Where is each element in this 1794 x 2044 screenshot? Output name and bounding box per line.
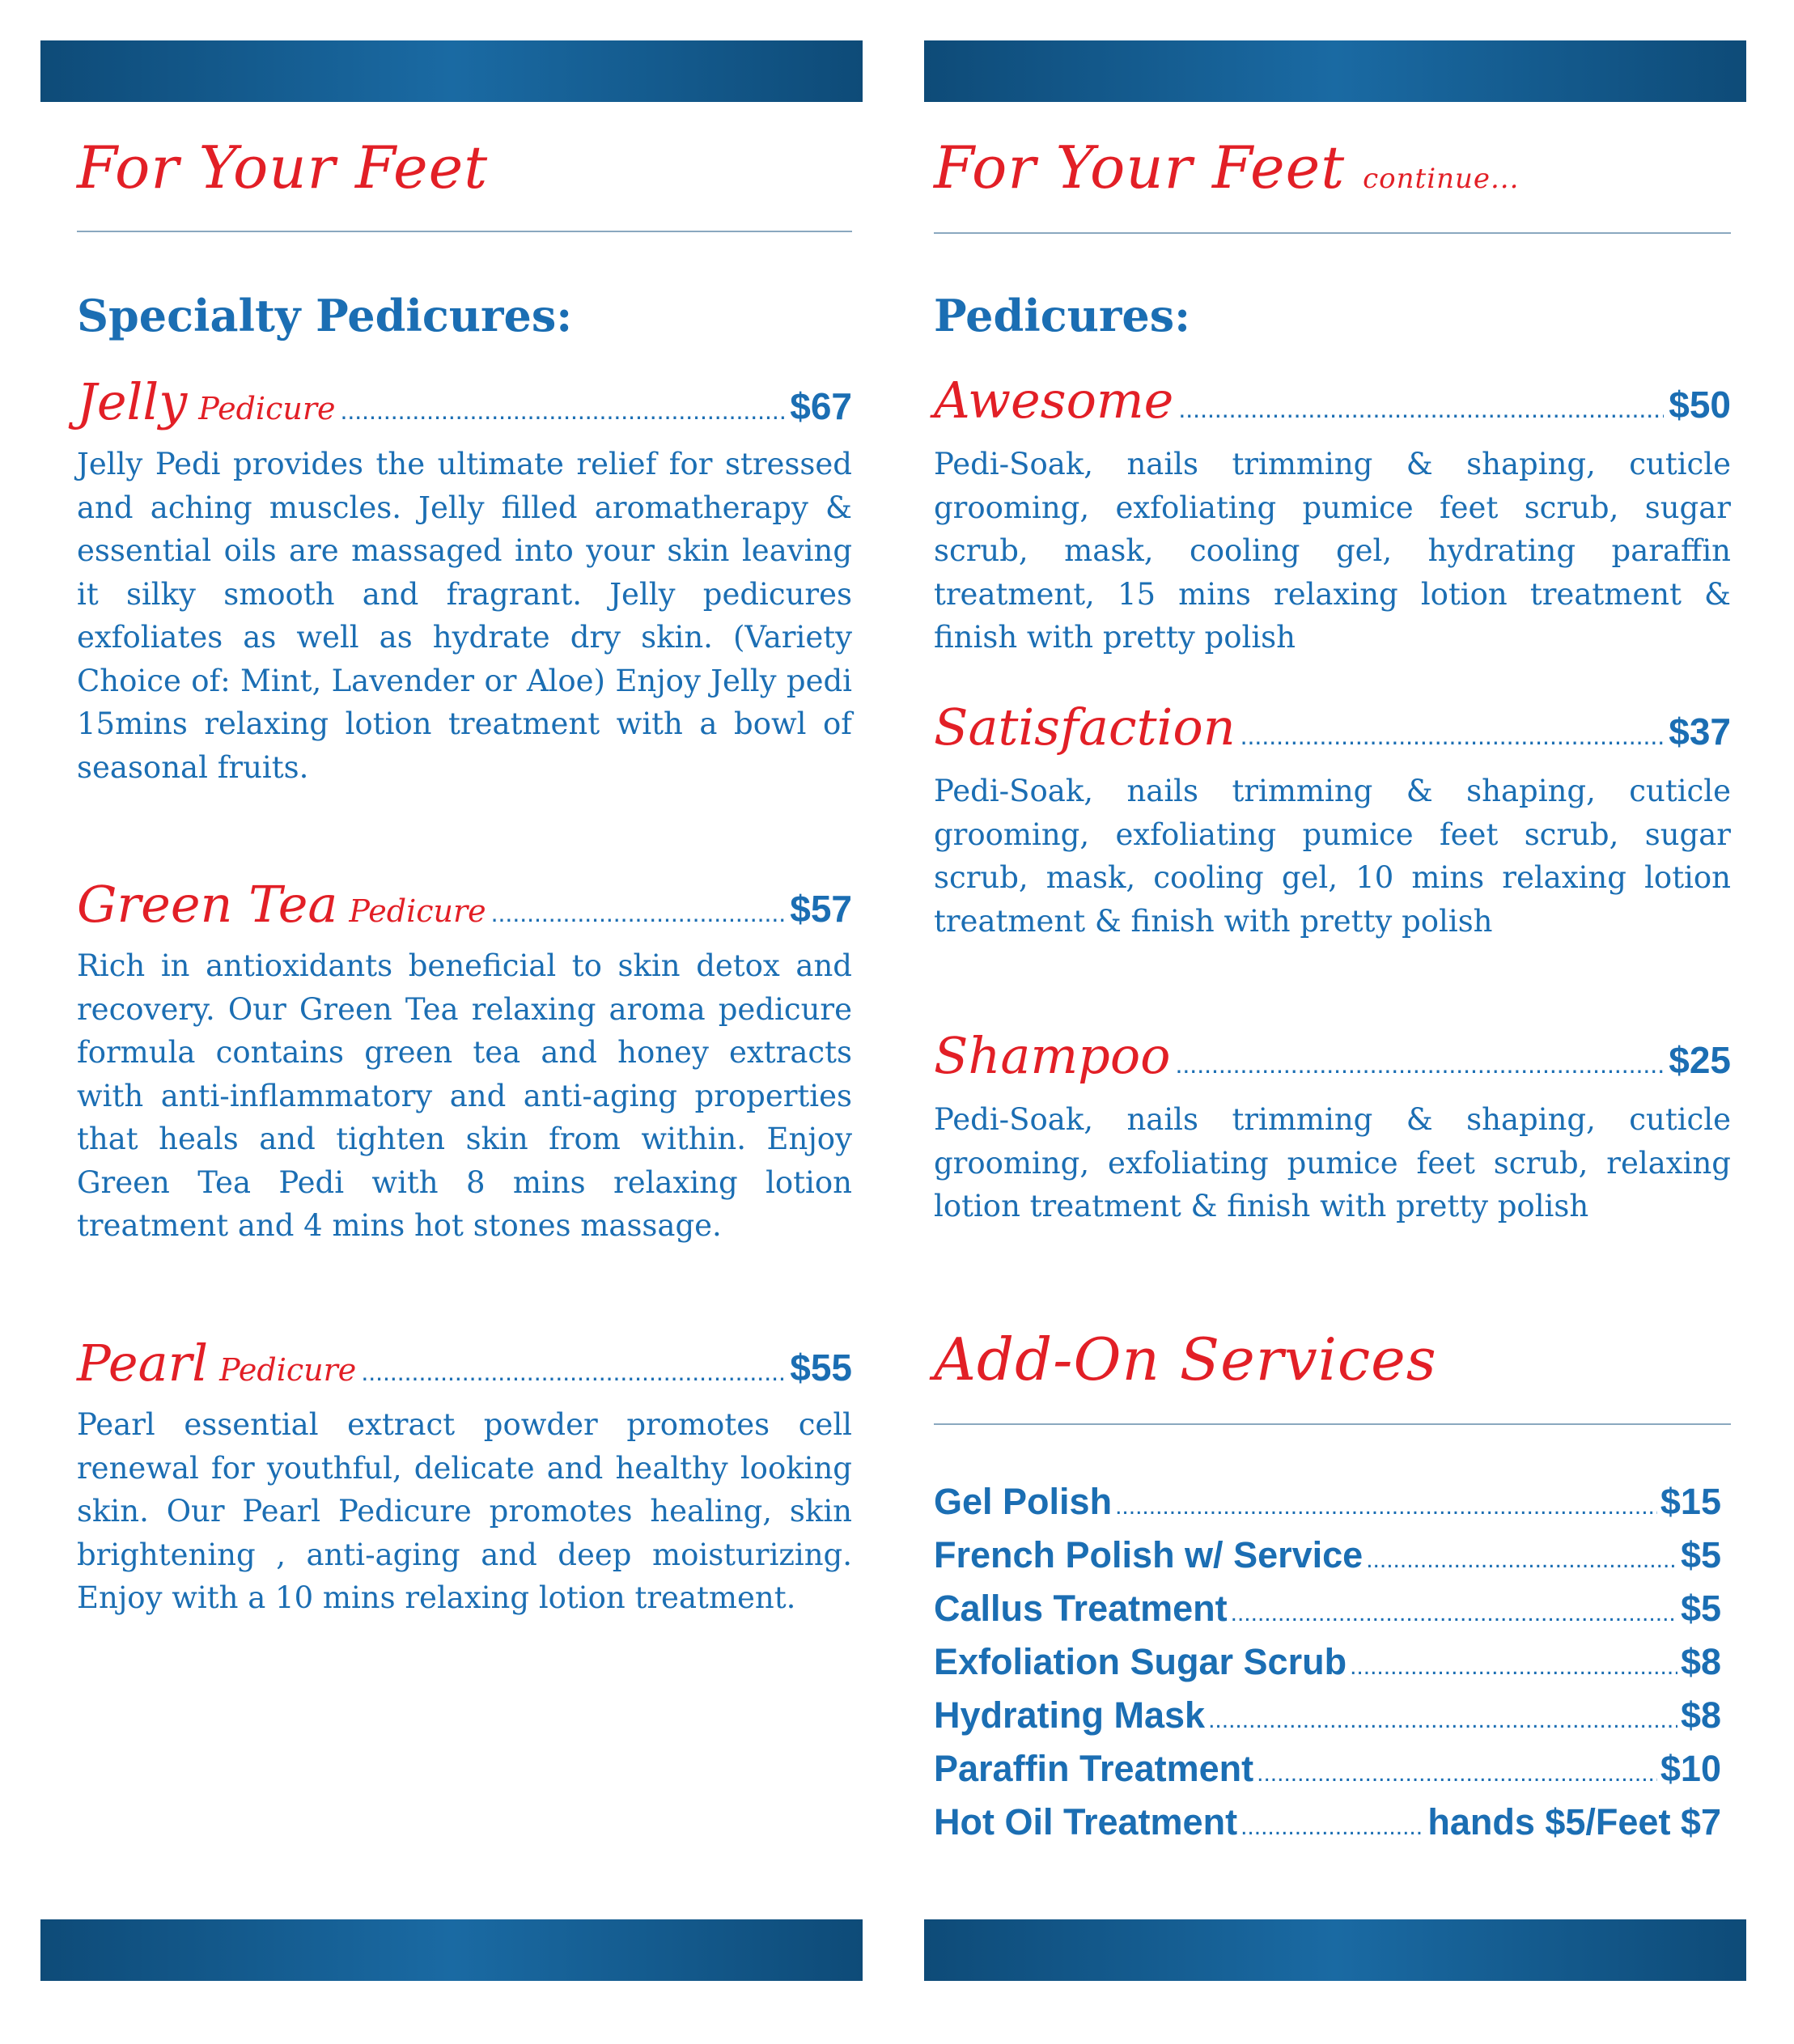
- dot-leader: [1176, 1050, 1665, 1079]
- add-on-name: French Polish w/ Service: [934, 1534, 1364, 1575]
- shampoo-pedicure-description: Pedi-Soak, nails trimming & shaping, cuticle grooming, exfoliating pumice feet scrub, relaxing lotion treatment & finish with pretty polish: [934, 1102, 1731, 1223]
- awesome-pedicure-header: [934, 371, 1731, 435]
- item-name: Jelly: [77, 372, 188, 431]
- add-on-item: [934, 1694, 1721, 1748]
- add-on-item: [934, 1534, 1721, 1588]
- add-on-name: Exfoliation Sugar Scrub: [934, 1641, 1347, 1682]
- left-heading: For Your Feet: [77, 134, 489, 201]
- add-on-name: Gel Polish: [934, 1481, 1113, 1522]
- dot-leader: [1231, 1600, 1677, 1627]
- green-tea-pedicure-description: Rich in antioxidants beneficial to skin detox and recovery. Our Green Tea relaxing aroma pedicure formula contains green tea and honey extracts with anti-inflammatory and anti-aging properties that heals and tighten skin from within. Enjoy Green Tea Pedi with 8 mins relaxing lotion treatment and 4 mins hot stones massage.: [77, 948, 852, 1243]
- right-heading-text: For Your Feet: [934, 134, 1346, 201]
- add-on-name: Callus Treatment: [934, 1588, 1228, 1629]
- dot-leader: [340, 396, 785, 426]
- add-on-price: $5: [1680, 1588, 1721, 1629]
- green-tea-pedicure-header: [77, 875, 852, 939]
- add-on-services-heading: Add-On Services: [934, 1325, 1437, 1393]
- add-on-heading-rule: [934, 1423, 1731, 1425]
- add-on-price: $8: [1680, 1641, 1721, 1682]
- add-on-price: hands $5/Feet $7: [1427, 1801, 1721, 1843]
- bottom-banner-right: [924, 1919, 1746, 1981]
- item-price: $25: [1669, 1039, 1731, 1081]
- item-subtitle: Pedicure: [198, 391, 336, 426]
- pearl-pedicure-header: [77, 1334, 852, 1398]
- dot-leader: [1241, 1813, 1424, 1841]
- awesome-pedicure-description: Pedi-Soak, nails trimming & shaping, cuticle grooming, exfoliating pumice feet scrub, sugar scrub, mask, cooling gel, hydrating paraffin treatment, 15 mins relaxing lotion treatment & finish with pretty polish: [934, 447, 1731, 655]
- dot-leader: [1178, 394, 1664, 424]
- dot-leader: [491, 898, 786, 928]
- pedicures-title: Pedicures:: [934, 290, 1191, 341]
- item-name: Shampoo: [934, 1026, 1171, 1085]
- item-name: Awesome: [934, 371, 1174, 430]
- add-on-price: $10: [1660, 1748, 1721, 1789]
- dot-leader: [1115, 1493, 1657, 1520]
- item-name: Green Tea: [77, 875, 338, 934]
- item-subtitle: Pedicure: [349, 893, 486, 929]
- add-on-item: [934, 1748, 1721, 1801]
- dot-leader: [1208, 1707, 1677, 1734]
- satisfaction-pedicure-header: [934, 698, 1731, 762]
- jelly-pedicure-header: [77, 372, 852, 437]
- add-on-item: [934, 1801, 1721, 1855]
- dot-leader: [1257, 1760, 1657, 1787]
- dot-leader: [361, 1357, 785, 1387]
- dot-leader: [1366, 1546, 1677, 1574]
- bottom-banner-left: [40, 1919, 863, 1981]
- add-on-price: $15: [1660, 1481, 1721, 1522]
- item-name: Satisfaction: [934, 698, 1236, 757]
- add-on-price: $5: [1680, 1534, 1721, 1575]
- top-banner-left: [40, 40, 863, 102]
- top-banner-right: [924, 40, 1746, 102]
- add-on-item: [934, 1588, 1721, 1641]
- left-heading-rule: [77, 231, 852, 232]
- jelly-pedicure-description: Jelly Pedi provides the ultimate relief for stressed and aching muscles. Jelly filled aromatherapy & essential oils are massaged into your skin leaving it silky smooth and fragrant. Jelly pedicures exfoliates as well as hydrate dry skin. (Variety Choice of: Mint, Lavender or Aloe) Enjoy Jelly pedi 15mins relaxing lotion treatment with a bowl of seasonal fruits.: [77, 447, 852, 785]
- item-subtitle: Pedicure: [219, 1352, 357, 1388]
- add-on-item: [934, 1481, 1721, 1534]
- right-heading-rule: [934, 232, 1731, 234]
- add-on-name: Hot Oil Treatment: [934, 1801, 1238, 1843]
- item-name: Pearl: [77, 1334, 209, 1393]
- dot-leader: [1350, 1653, 1677, 1681]
- shampoo-pedicure-header: [934, 1026, 1731, 1091]
- right-heading: [934, 134, 1519, 201]
- item-price: $50: [1669, 384, 1731, 426]
- right-heading-continue: continue...: [1363, 163, 1520, 195]
- satisfaction-pedicure-description: Pedi-Soak, nails trimming & shaping, cuticle grooming, exfoliating pumice feet scrub, sugar scrub, mask, cooling gel, 10 mins relaxing lotion treatment & finish with pretty polish: [934, 774, 1731, 939]
- add-on-item: [934, 1641, 1721, 1694]
- pearl-pedicure-description: Pearl essential extract powder promotes cell renewal for youthful, delicate and healthy looking skin. Our Pearl Pedicure promotes healing, skin brightening , anti-aging and deep moisturizing. Enjoy with a 10 mins relaxing lotion treatment.: [77, 1407, 852, 1615]
- add-on-list: [934, 1481, 1721, 1855]
- item-price: $37: [1669, 710, 1731, 753]
- specialty-pedicures-title: Specialty Pedicures:: [77, 290, 573, 341]
- dot-leader: [1241, 721, 1665, 751]
- item-price: $57: [790, 888, 852, 930]
- add-on-price: $8: [1680, 1694, 1721, 1736]
- add-on-name: Hydrating Mask: [934, 1694, 1206, 1736]
- add-on-name: Paraffin Treatment: [934, 1748, 1254, 1789]
- item-price: $55: [790, 1346, 852, 1389]
- item-price: $67: [790, 385, 852, 427]
